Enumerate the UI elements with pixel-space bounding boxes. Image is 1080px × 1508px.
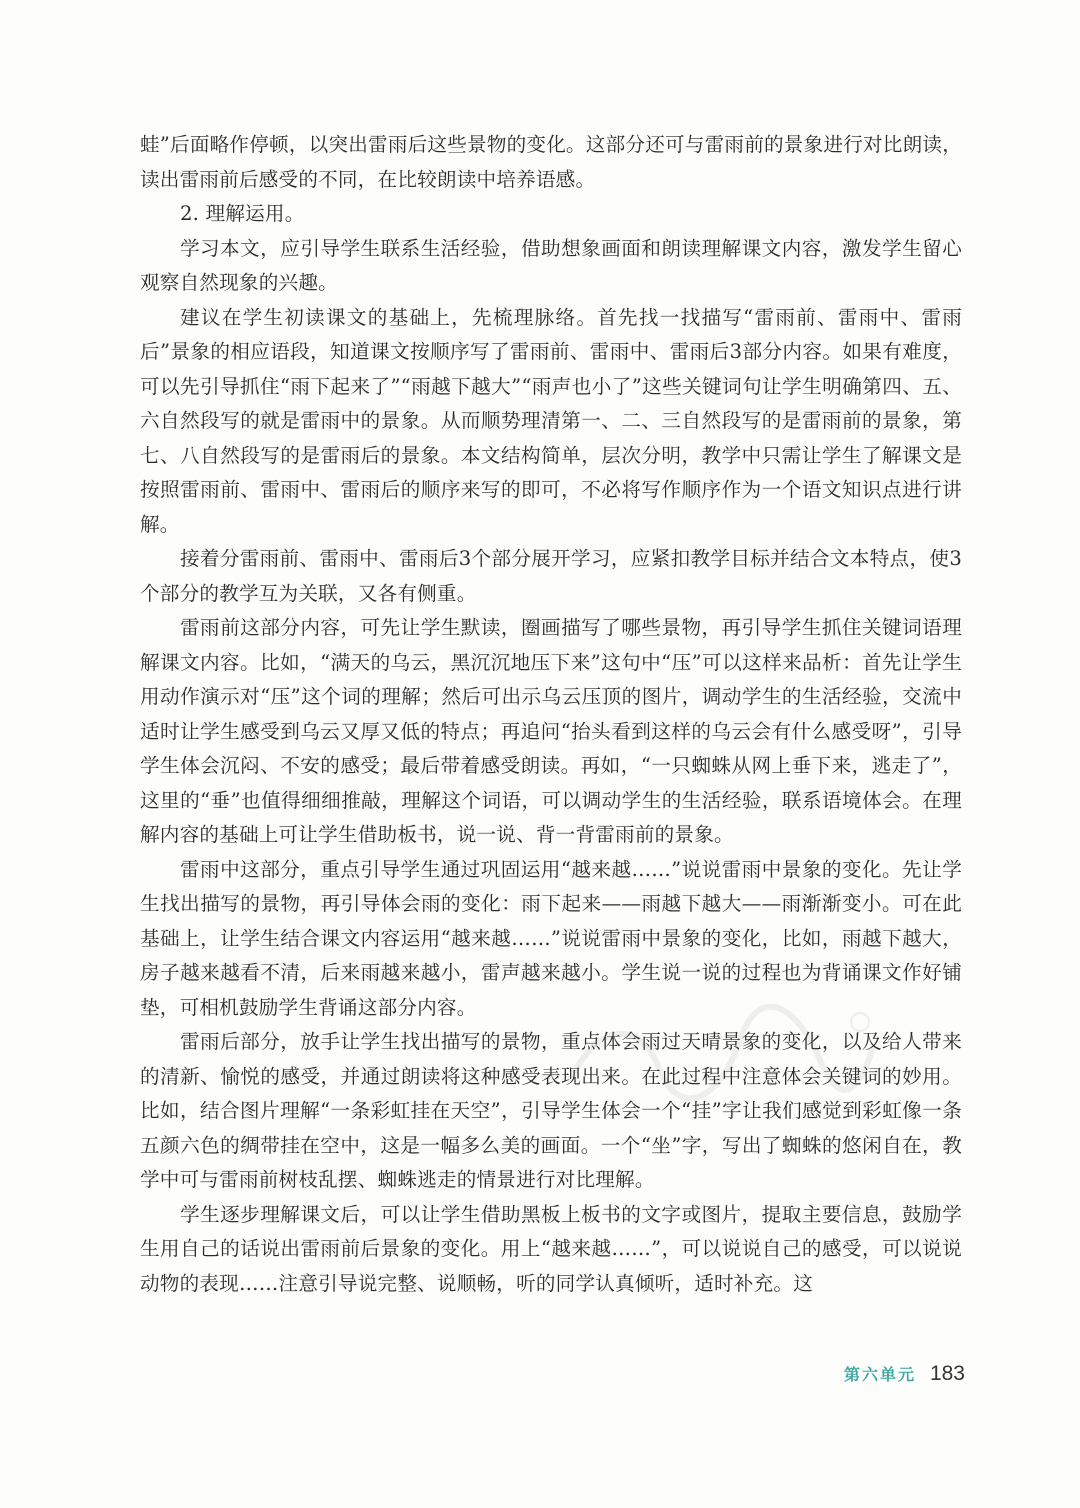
paragraph: 建议在学生初读课文的基础上，先梳理脉络。首先找一找描写“雷雨前、雷雨中、雷雨后”景象的相应语段，知道课文按顺序写了雷雨前、雷雨中、雷雨后3部分内容。如果有难度，可以先引导抓住“雨下起来了”“雨越下越大”“雨声也小了”这些关键词句让学生明确第四、五、六自然段写的就是雷雨中的景象。从而顺势理清第一、二、三自然段写的是雷雨前的景象，第七、八自然段写的是雷雨后的景象。本文结构简单，层次分明，教学中只需让学生了解课文是按照雷雨前、雷雨中、雷雨后的顺序来写的即可，不必将写作顺序作为一个语文知识点进行讲解。	[140, 305, 962, 536]
paragraph: 学生逐步理解课文后，可以让学生借助黑板上板书的文字或图片，提取主要信息，鼓励学生用自己的话说出雷雨前后景象的变化。用上“越来越……”，可以说说自己的感受，可以说说动物的表现……注意引导说完整、说顺畅，听的同学认真倾听，适时补充。这	[140, 1202, 962, 1295]
paragraph: 雷雨中这部分，重点引导学生通过巩固运用“越来越……”说说雷雨中景象的变化。先让学生找出描写的景物，再引导体会雨的变化：雨下起来——雨越下越大——雨渐渐变小。可在此基础上，让学生结合课文内容运用“越来越……”说说雷雨中景象的变化，比如，雨越下越大，房子越来越看不清，后来雨越来越小，雷声越来越小。学生说一说的过程也为背诵课文作好铺垫，可相机鼓励学生背诵这部分内容。	[140, 857, 962, 1019]
paragraph: 接着分雷雨前、雷雨中、雷雨后3个部分展开学习，应紧扣教学目标并结合文本特点，使3个部分的教学互为关联，又各有侧重。	[140, 547, 962, 605]
watermark-logo-icon	[560, 1000, 880, 1110]
paragraph: 蛙”后面略作停顿，以突出雷雨后这些景物的变化。这部分还可与雷雨前的景象进行对比朗读，读出雷雨前后感受的不同，在比较朗读中培养语感。	[140, 133, 962, 191]
page-number: 183	[929, 1362, 965, 1385]
paragraph: 雷雨前这部分内容，可先让学生默读，圈画描写了哪些景物，再引导学生抓住关键词语理解课文内容。比如，“满天的乌云，黑沉沉地压下来”这句中“压”可以这样来品析：首先让学生用动作演示对“压”这个词的理解；然后可出示乌云压顶的图片，调动学生的生活经验，交流中适时让学生感受到乌云又厚又低的特点；再追问“抬头看到这样的乌云会有什么感受呀”，引导学生体会沉闷、不安的感受；最后带着感受朗读。再如，“一只蜘蛛从网上垂下来，逃走了”，这里的“垂”也值得细细推敲，理解这个词语，可以调动学生的生活经验，联系语境体会。在理解内容的基础上可让学生借助板书，说一说、背一背雷雨前的景象。	[140, 616, 962, 846]
page-footer	[844, 1362, 965, 1386]
paragraph: 学习本文，应引导学生联系生活经验，借助想象画面和朗读理解课文内容，激发学生留心观察自然现象的兴趣。	[140, 236, 962, 294]
paragraph: 雷雨后部分，放手让学生找出描写的景物，重点体会雨过天晴景象的变化，以及给人带来的清新、愉悦的感受，并通过朗读将这种感受表现出来。在此过程中注意体会关键词的妙用。比如，结合图片理解“一条彩虹挂在天空”，引导学生体会一个“挂”字让我们感觉到彩虹像一条五颜六色的绸带挂在空中，这是一幅多么美的画面。一个“坐”字，写出了蜘蛛的悠闲自在，教学中可与雷雨前树枝乱摆、蜘蛛逃走的情景进行对比理解。	[140, 1030, 962, 1191]
body-text	[140, 128, 962, 1301]
unit-label: 第六单元	[843, 1365, 916, 1384]
section-heading: 2. 理解运用。	[180, 202, 305, 225]
